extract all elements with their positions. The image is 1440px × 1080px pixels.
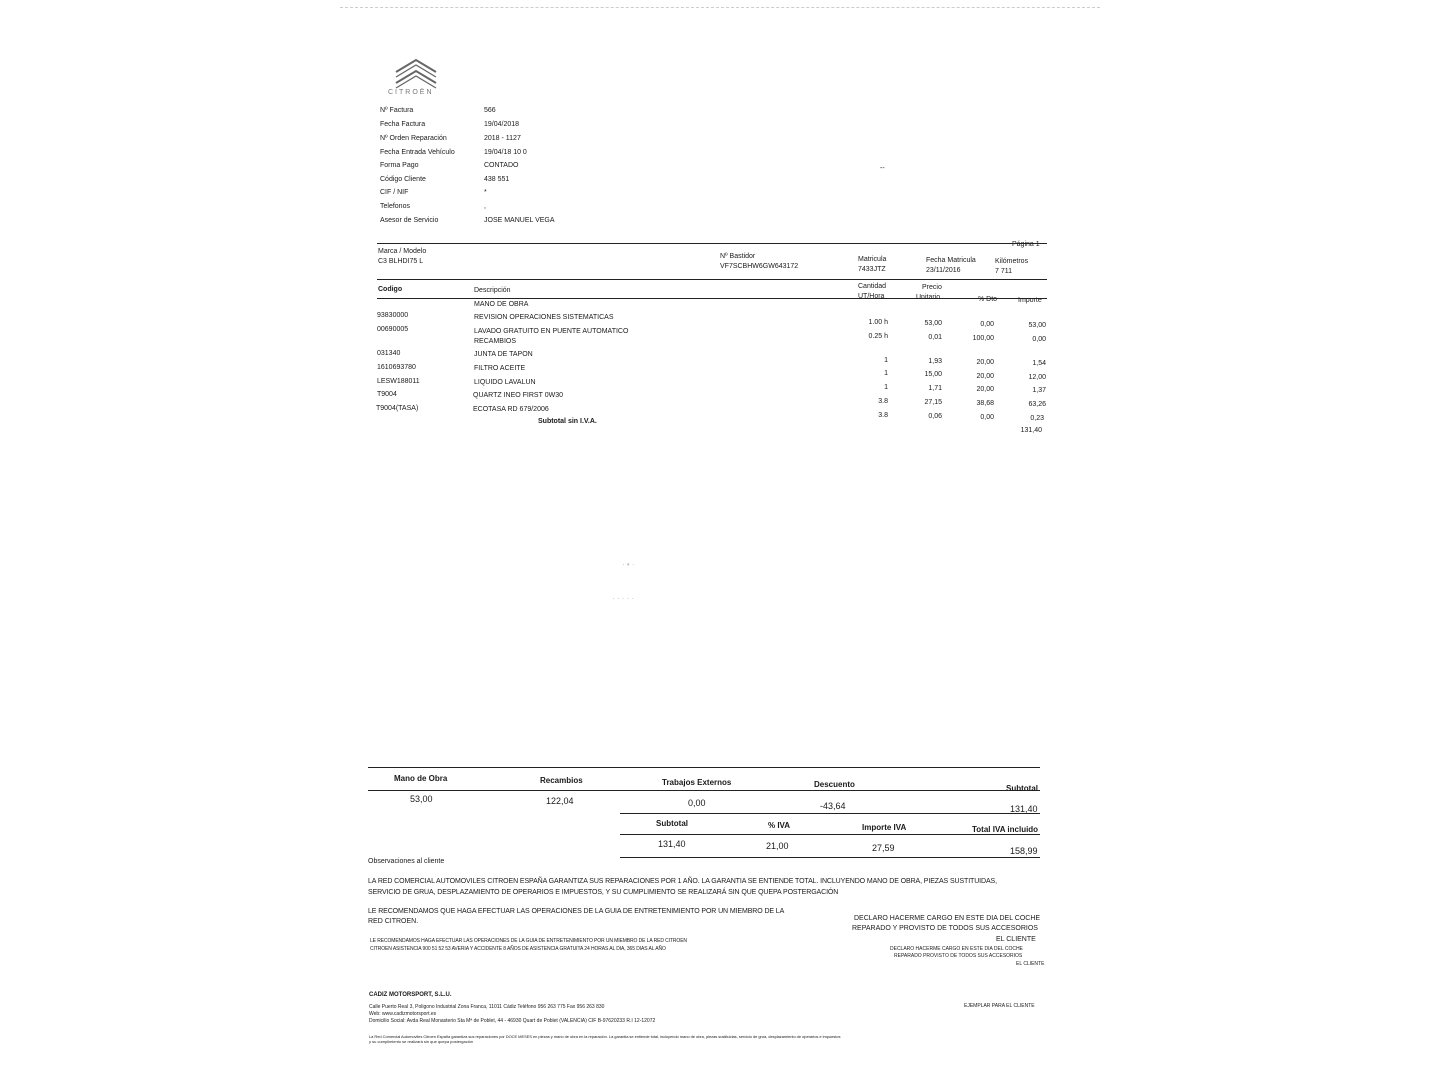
brand-name: CITROËN (388, 89, 434, 96)
guarantee-text: LA RED COMERCIAL AUTOMOVILES CITROEN ESPAÑA GARANTIZA SUS REPARACIONES POR 1 AÑO. LA GARANTIA SE ENTIENDE TOTAL. INCLUYENDO MANO DE OBRA, PIEZAS SUSTITUIDAS, (368, 878, 997, 885)
row-code: 031340 (377, 350, 401, 357)
rule (377, 279, 1047, 280)
row-code: T9004 (377, 391, 397, 398)
rule (620, 857, 1040, 858)
trabajos-externos-value: 0,00 (688, 798, 706, 808)
qty: 3.8 (878, 398, 888, 405)
scan-smudge: · · · · · (612, 594, 635, 603)
field-label: Nº Factura (380, 107, 414, 114)
qty: 3.8 (878, 412, 888, 419)
iva-value: 21,00 (766, 841, 789, 851)
matricula-label: Matricula (858, 256, 887, 263)
row-code: 93830000 (377, 312, 409, 319)
fecha-matricula-value: 23/11/2016 (926, 267, 961, 274)
row-desc: JUNTA DE TAPON (474, 351, 533, 358)
row-code: 1610693780 (377, 364, 416, 371)
col-descripcion: Descripción (474, 287, 511, 294)
observaciones-label: Observaciones al cliente (368, 858, 445, 865)
fine-print: La Red Comercial Automoviles Citroen España garantiza sus reparaciones por DOCE MESES en piezas y mano de obra en la reparación. La garantia se entiende total, incluyendo mano de obra, piezas sustituidas, servicio de grua, desplazamiento de operarios e impuestos (369, 1034, 841, 1039)
field-value: 2018 - 1127 (484, 135, 521, 142)
mano-de-obra-label: Mano de Obra (394, 774, 448, 783)
importe: 1,54 (1032, 360, 1046, 367)
row-code: T9004(TASA) (376, 405, 419, 412)
km-value: 7 711 (995, 268, 1012, 275)
company-address: Calle Puerto Real 3, Poligono Industrial Zona Franca, 11011 Cádiz Teléfono 956 263 775 Fax 956 263 830 (369, 1004, 605, 1010)
importe: 12,00 (1028, 374, 1046, 381)
bastidor-value: VF7SCBHW6GW643172 (720, 263, 799, 270)
guarantee-text: SERVICIO DE GRUA, DESPLAZAMIENTO DE OPERARIOS E IMPUESTOS, Y SU CUMPLIMIENTO SE REALIZARÁ SIN QUE QUEPA POSTERGACIÓN (368, 889, 839, 896)
field-value: 19/04/18 10 0 (484, 149, 527, 156)
declaration-small-client: EL CLIENTE (1016, 961, 1045, 967)
col-dto: % Dto (978, 296, 998, 303)
row-code: 00690005 (377, 326, 409, 333)
rule (377, 298, 1047, 299)
importe-iva-value: 27,59 (872, 843, 895, 853)
field-value: 566 (484, 107, 496, 114)
importe: 0,23 (1030, 415, 1044, 422)
price: 53,00 (924, 320, 942, 327)
field-label: Asesor de Servicio (380, 217, 439, 224)
field-value: 438 551 (484, 176, 510, 183)
ejemplar-label: EJEMPLAR PARA EL CLIENTE (964, 1003, 1035, 1009)
subtotal-label: Subtotal (1006, 784, 1038, 793)
scan-edge (340, 7, 1100, 8)
recambios-label: Recambios (540, 776, 583, 785)
recommendation-text: LE RECOMENDAMOS QUE HAGA EFECTUAR LAS OPERACIONES DE LA GUIA DE ENTRETENIMIENTO POR UN MIEMBRO DE LA (368, 908, 785, 915)
marca-value: C3 BLHDI75 L (378, 258, 424, 265)
col-precio: Precio (922, 284, 942, 291)
price: 15,00 (924, 371, 942, 378)
field-label: CIF / NIF (380, 189, 409, 196)
field-label: Nº Orden Reparación (380, 135, 447, 142)
col-importe: Importe (1018, 297, 1042, 304)
price: 1,93 (928, 358, 942, 365)
trabajos-externos-label: Trabajos Externos (662, 778, 732, 787)
field-label: Forma Pago (380, 162, 419, 169)
field-value: * (484, 189, 487, 196)
km-label: Kilómetros (995, 258, 1029, 265)
importe: 0,00 (1032, 336, 1046, 343)
rule (368, 767, 1040, 768)
descuento-label: Descuento (814, 780, 855, 789)
qty: 1 (884, 384, 888, 391)
col-unitario: Unitario (916, 294, 941, 301)
row-code: LESW188011 (377, 378, 420, 385)
col-codigo: Codigo (378, 286, 403, 293)
recommendation-small: LE RECOMENDAMOS HAGA EFECTUAR LAS OPERACIONES DE LA GUIA DE ENTRETENIMIENTO POR UN MIEMBRO DE LA RED CITROEN (370, 938, 687, 944)
declaration-small: DECLARO HACERME CARGO EN ESTE DIA DEL COCHE (890, 946, 1023, 952)
field-value: , (484, 203, 486, 210)
importe: 63,26 (1028, 401, 1046, 408)
declaration-client: EL CLIENTE (996, 936, 1036, 943)
section-recambios: RECAMBIOS (474, 338, 517, 345)
citroen-logo (386, 56, 446, 105)
subtotal-value: 131,40 (1010, 804, 1038, 814)
bastidor-label: Nº Bastidor (720, 253, 756, 260)
iva-label: % IVA (768, 821, 791, 830)
recommendation-text: RED CITROEN. (368, 918, 419, 925)
marca-label: Marca / Modelo (378, 248, 427, 255)
recommendation-small: CITROEN ASISTENCIA 900 51 52 53 AVERIA Y ACCIDENTE 8 AÑOS DE ASISTENCIA GRATUITA 24 HORAS AL DIA, 365 DIAS AL AÑO (370, 946, 666, 952)
rule (620, 813, 1040, 814)
company-domicilio: Domicilio Social: Avda Real Monasterio Sta Mª de Poblet, 44 - 46930 Quart de Poblet (VALENCIA) CIF B-97620233 R.I 12-12072 (369, 1018, 656, 1024)
qty: 1.00 h (868, 319, 888, 326)
subtotal2-label: Subtotal (656, 819, 688, 828)
field-label: Telefonos (380, 203, 410, 210)
mano-de-obra-value: 53,00 (410, 794, 433, 804)
row-desc: FILTRO ACEITE (474, 365, 526, 372)
price: 1,71 (928, 385, 942, 392)
scan-smudge: · • · (622, 560, 635, 569)
rule (368, 790, 1040, 791)
dto: 0,00 (980, 321, 994, 328)
rule (620, 834, 1040, 835)
col-cantidad: Cantidad (858, 283, 887, 290)
dto: 20,00 (976, 373, 994, 380)
importe: 53,00 (1028, 322, 1046, 329)
field-label: Fecha Factura (380, 121, 426, 128)
field-value: 19/04/2018 (484, 121, 520, 128)
declaration-text: REPARADO Y PROVISTO DE TODOS SUS ACCESORIOS (852, 925, 1038, 932)
row-desc: REVISION OPERACIONES SISTEMATICAS (474, 314, 614, 321)
row-desc: LIQUIDO LAVALUN (474, 379, 536, 386)
fine-print: y su cumplimiento se realizará sin que quepa postergación (369, 1039, 474, 1044)
stray-mark: -- (880, 165, 885, 172)
row-desc: LAVADO GRATUITO EN PUENTE AUTOMATICO (474, 328, 629, 335)
field-label: Código Cliente (380, 176, 426, 183)
dto: 0,00 (980, 414, 994, 421)
dto: 20,00 (976, 359, 994, 366)
company-web: Web: www.cadizmotorsport.es (369, 1011, 437, 1017)
field-value: JOSE MANUEL VEGA (484, 217, 555, 224)
total-iva-label: Total IVA incluido (972, 825, 1039, 834)
dto: 38,68 (976, 400, 994, 407)
importe-iva-label: Importe IVA (862, 823, 907, 832)
section-mano-de-obra: MANO DE OBRA (474, 301, 529, 308)
total-iva-value: 158,99 (1010, 846, 1038, 856)
subtotal-sin-iva-label: Subtotal sin I.V.A. (538, 418, 597, 425)
declaration-small: REPARADO PROVISTO DE TODOS SUS ACCESORIOS (894, 953, 1023, 959)
importe: 1,37 (1032, 387, 1046, 394)
qty: 0.25 h (868, 333, 888, 340)
qty: 1 (884, 370, 888, 377)
descuento-value: -43,64 (820, 801, 846, 811)
dto: 100,00 (972, 335, 994, 342)
price: 0,01 (928, 334, 942, 341)
recambios-value: 122,04 (546, 796, 574, 806)
dto: 20,00 (976, 386, 994, 393)
page-number: Página 1 (1012, 241, 1040, 248)
declaration-text: DECLARO HACERME CARGO EN ESTE DIA DEL COCHE (854, 915, 1041, 922)
row-desc: ECOTASA RD 679/2006 (473, 406, 549, 413)
fecha-matricula-label: Fecha Matricula (926, 257, 976, 264)
field-label: Fecha Entrada Vehículo (380, 149, 455, 156)
subtotal2-value: 131,40 (658, 839, 686, 849)
matricula-value: 7433JTZ (858, 266, 886, 273)
company-name: CADIZ MOTORSPORT, S.L.U. (369, 992, 452, 998)
col-ut-hora: UT/Hora (858, 293, 885, 300)
rule (377, 243, 1047, 244)
subtotal-sin-iva-value: 131,40 (1020, 427, 1042, 434)
field-value: CONTADO (484, 162, 519, 169)
qty: 1 (884, 357, 888, 364)
row-desc: QUARTZ INEO FIRST 0W30 (473, 392, 563, 399)
price: 0,06 (928, 413, 942, 420)
price: 27,15 (924, 399, 942, 406)
